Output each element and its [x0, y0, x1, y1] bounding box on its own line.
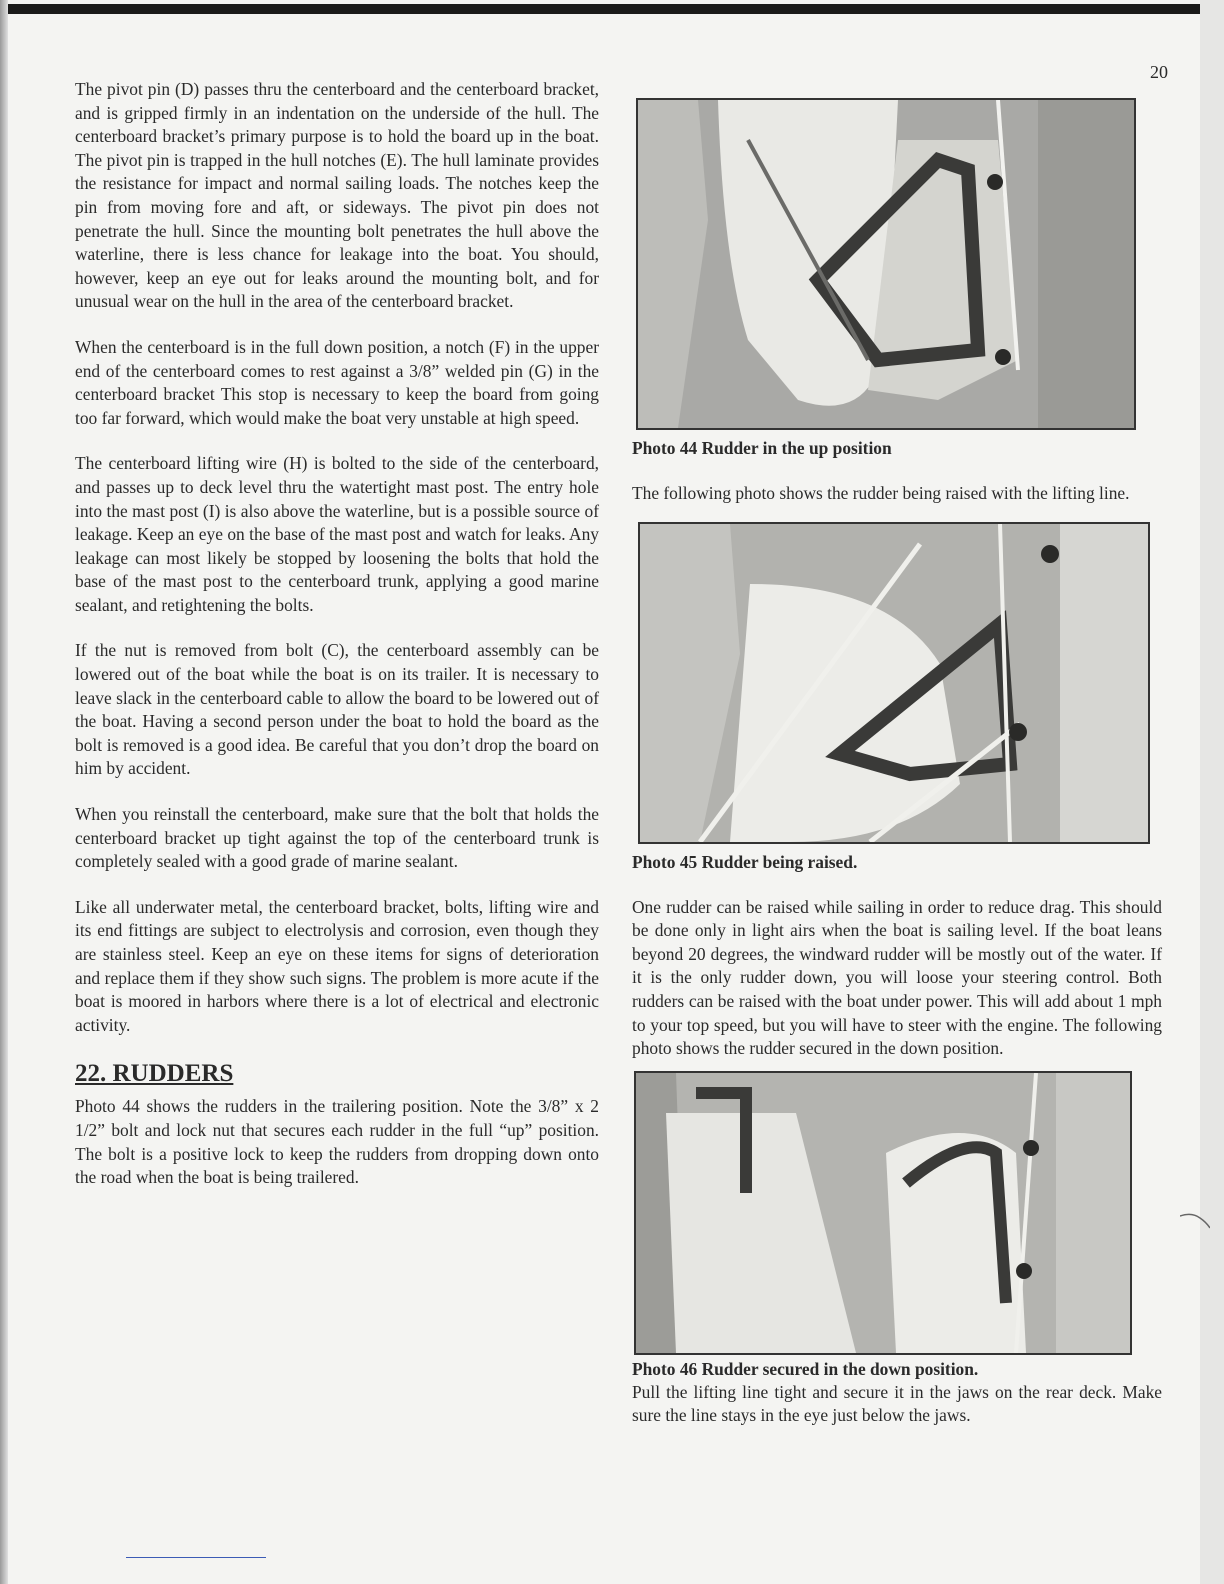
scan-top-border	[0, 4, 1200, 14]
paragraph-after-photo44: The following photo shows the rudder being raised with the lifting line.	[632, 483, 1130, 503]
footnote-rule	[126, 1557, 266, 1558]
paragraph-pivot-pin: The pivot pin (D) passes thru the centerboard and the centerboard bracket, and is gripped firmly in an indentation on the underside of the hull. The centerboard bracket’s primary purpose is to hold the board up in the boat. The pivot pin is trapped in the hull notches (E). The hull laminate provides the resistance for impact and normal sailing loads. The notches keep the pin from moving fore and aft, or sideways. The pivot pin does not penetrate the hull. Since the mounting bolt penetrates the hull above the waterline, there is less chance for leakage into the boat. You should, however, keep an eye out for leaks around the mounting bolt, and for unusual wear on the hull in the area of the centerboard bracket.	[75, 79, 599, 312]
page-number: 20	[1150, 62, 1168, 82]
scan-left-edge	[0, 0, 8, 1584]
paragraph-after-photo45: One rudder can be raised while sailing in order to reduce drag. This should be done only in light airs when the boat is sailing level. If the boat leans beyond 20 degrees, the windward rudder will be mostly out of the water. If it is the only rudder down, you will loose your steering control. Both rudders can be raised with the boat under power. This will add about 1 mph to your top speed, but you will have to steer with the engine. The following photo shows the rudder secured in the down position.	[632, 896, 1162, 1059]
photo-rudder-raised	[638, 522, 1150, 844]
paragraph-corrosion: Like all underwater metal, the centerboard bracket, bolts, lifting wire and its end fittings are subject to electrolysis and corrosion, even though they are stainless steel. Keep an eye on these items for signs of deterioration and replace them if they show such signs. The problem is more acute if the boat is moored in harbors where there is a lot of electrical and electronic activity.	[75, 896, 599, 1035]
photo-rudder-down	[634, 1071, 1132, 1355]
photo-rudder-up	[636, 98, 1136, 430]
right-column	[632, 98, 1162, 1428]
scan-right-edge	[1200, 0, 1224, 1584]
photo46-caption: Photo 46 Rudder secured in the down position.	[632, 1358, 979, 1379]
photo44-caption: Photo 44 Rudder in the up position	[632, 438, 892, 458]
section-heading-rudders: 22. RUDDERS	[75, 1060, 234, 1088]
left-column	[75, 78, 599, 1212]
scan-mark-icon	[1180, 1210, 1210, 1230]
photo45-caption: Photo 45 Rudder being raised.	[632, 851, 858, 872]
paragraph-removal: If the nut is removed from bolt (C), the centerboard assembly can be lowered out of the boat while the boat is on its trailer. It is necessary to leave slack in the centerboard cable to allow the board to be lowered out of the boat. Having a second person under the boat to hold the board as the bolt is removed is a good idea. Be careful that you don’t drop the board on him by accident.	[75, 640, 599, 779]
paragraph-reinstall: When you reinstall the centerboard, make sure that the bolt that holds the centerboard bracket up tight against the top of the centerboard trunk is completely sealed with a good grade of marine sealant.	[75, 804, 599, 872]
paragraph-after-photo46: Pull the lifting line tight and secure it in the jaws on the rear deck. Make sure the line stays in the eye just below the jaws.	[632, 1381, 1162, 1426]
paragraph-lifting-wire: The centerboard lifting wire (H) is bolted to the side of the centerboard, and passes up to deck level thru the watertight mast post. The entry hole into the mast post (I) is also above the waterline, but is a possible source of leakage. Keep an eye on the base of the mast post and watch for leaks. Any leakage can most likely be stopped by loosening the bolts that hold the base of the mast post to the centerboard trunk, applying a good marine sealant, and retightening the bolts.	[75, 453, 599, 615]
paragraph-notch: When the centerboard is in the full down position, a notch (F) in the upper end of the centerboard comes to rest against a 3/8” welded pin (G) in the centerboard bracket This stop is necessary to keep the board from going too far forward, which would make the boat very unstable at high speed.	[75, 336, 599, 428]
paragraph-rudders: Photo 44 shows the rudders in the trailering position. Note the 3/8” x 2 1/2” bolt and lock nut that secures each rudder in the full “up” position. The bolt is a positive lock to keep the rudders from dropping down onto the road when the boat is being trailered.	[75, 1096, 599, 1188]
